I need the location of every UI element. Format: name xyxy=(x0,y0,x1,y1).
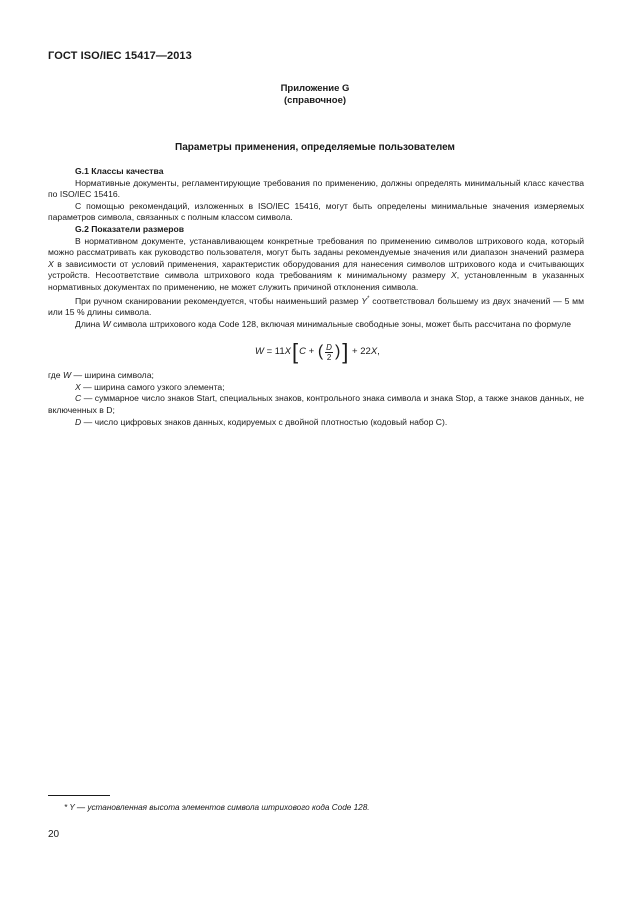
document-body xyxy=(48,166,584,428)
variable-w: W xyxy=(102,318,111,329)
formula-plus-22: + 22 xyxy=(349,346,371,358)
formula-x: X xyxy=(370,346,378,358)
right-paren: ) xyxy=(334,343,341,361)
formula xyxy=(255,338,380,366)
text-run: — суммарное число знаков Start, специальных знаков, контрольного знака символа и знака Stop, а также знаков данных, не включенных в D; xyxy=(48,393,584,415)
fraction-numerator: D xyxy=(326,342,332,352)
fraction-d-over-2 xyxy=(325,343,333,362)
section-g2-heading: G.2 Показатели размеров xyxy=(75,223,185,234)
where-w xyxy=(48,370,584,382)
variable-c: C xyxy=(75,393,82,404)
formula-plus: + xyxy=(306,346,317,358)
document-title: Параметры применения, определяемые пользователем xyxy=(175,142,455,153)
where-d xyxy=(48,417,584,429)
right-square-bracket: ] xyxy=(342,339,349,365)
section-g1-heading: G.1 Классы качества xyxy=(75,166,164,176)
where-c xyxy=(48,393,584,416)
text-run: — ширина символа; xyxy=(71,370,154,381)
footnote: * Y — установленная высота элементов символа штрихового кода Code 128. xyxy=(64,803,370,812)
annex-title: Приложение G xyxy=(280,83,350,94)
variable-x: X xyxy=(450,270,457,281)
formula-block xyxy=(48,336,584,366)
formula-equals: = 11 xyxy=(263,346,285,358)
annex-heading xyxy=(0,83,630,107)
formula-lhs: W xyxy=(255,346,264,358)
variable-y: Y xyxy=(361,295,368,306)
section-g2-paragraph-2 xyxy=(48,294,584,319)
text-run: , установленным в указанных нормативных документах по применению, не может служить причиной отклонения символа. xyxy=(48,270,584,292)
footnote-marker: * xyxy=(367,295,370,302)
text-run: где xyxy=(48,370,63,381)
variable-w: W xyxy=(62,370,72,381)
text-run: Длина xyxy=(75,318,103,329)
annex-subtitle: (справочное) xyxy=(283,95,347,106)
text-run: в зависимости от условий применения, характеристик оборудования для нанесения символов штрихового кода и считывающих устройств. Несоответствие символа штрихового кода требованиям к минимальному размеру xyxy=(48,258,584,281)
left-paren: ( xyxy=(317,343,324,361)
footnote-divider xyxy=(48,795,110,796)
formula-comma: , xyxy=(377,346,380,358)
variable-d: D xyxy=(75,416,82,427)
formula-x: X xyxy=(284,346,292,358)
where-x xyxy=(48,382,584,394)
left-square-bracket: [ xyxy=(292,339,299,365)
variable-x: X xyxy=(75,381,81,392)
fraction-denominator: 2 xyxy=(326,352,332,362)
formula-c: C xyxy=(299,346,307,358)
text-run: символа штрихового кода Code 128, включая минимальные свободные зоны, может быть рассчитана по формуле xyxy=(110,318,572,329)
text-run: При ручном сканировании рекомендуется, чтобы наименьший размер xyxy=(75,295,362,306)
section-g1-paragraph-2: С помощью рекомендаций, изложенных в ISO/IEC 15416, могут быть определены минимальные значения измеряемых параметров символа, связанных с полным классом символа. xyxy=(48,200,584,223)
variable-x: X xyxy=(48,258,54,269)
section-g1-paragraph-1: Нормативные документы, регламентирующие требования по применению, должны определять минимальный класс качества по ISO/IEC 15416. xyxy=(48,177,584,200)
page-number: 20 xyxy=(48,829,60,840)
text-run: — число цифровых знаков данных, кодируемых с двойной плотностью (кодовый набор С). xyxy=(81,416,448,427)
section-g2-paragraph-3 xyxy=(48,319,584,331)
standard-header: ГОСТ ISO/IEC 15417—2013 xyxy=(48,50,192,62)
text-run: В нормативном документе, устанавливающем конкретные требования по применению символов штрихового кода, который можно рассматривать как руководство пользователя, могут быть заданы рекомендуемые значения или диапазон значений размера xyxy=(48,235,584,258)
section-g2-paragraph-1 xyxy=(48,236,584,294)
text-run: соответствовал большему из двух значений — 5 мм или 15 % длины символа. xyxy=(48,295,584,317)
text-run: — ширина самого узкого элемента; xyxy=(80,381,225,392)
